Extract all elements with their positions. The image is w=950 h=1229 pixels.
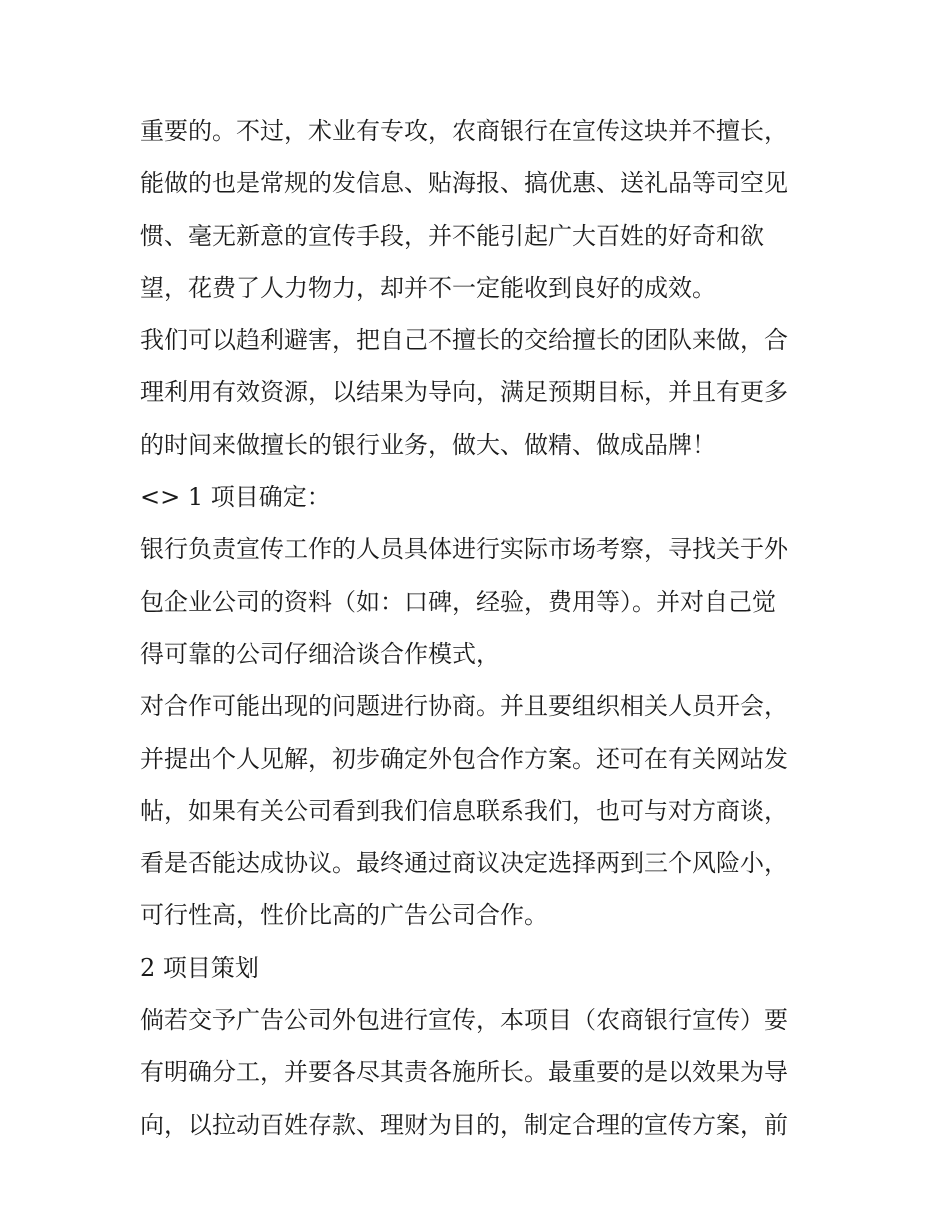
document-body — [140, 105, 820, 1151]
text-line: 得可靠的公司仔细洽谈合作模式， — [140, 639, 500, 668]
text-line: 望，花费了人力物力，却并不一定能收到良好的成效。 — [140, 273, 716, 302]
text-line: 帖，如果有关公司看到我们信息联系我们，也可与对方商谈， — [140, 796, 788, 825]
text-line: 看是否能达成协议。最终通过商议决定选择两到三个风险小， — [140, 849, 788, 878]
text-line: 能做的也是常规的发信息、贴海报、搞优惠、送礼品等司空见 — [140, 169, 788, 198]
text-line: 向，以拉动百姓存款、理财为目的，制定合理的宣传方案，前 — [140, 1110, 788, 1139]
text-line: 倘若交予广告公司外包进行宣传，本项目（农商银行宣传）要 — [140, 1006, 788, 1035]
text-line: 惯、毫无新意的宣传手段，并不能引起广大百姓的好奇和欲 — [140, 221, 764, 250]
section-heading-project-confirmation: <> 1 项目确定： — [140, 483, 331, 512]
text-line: 我们可以趋利避害，把自己不擅长的交给擅长的团队来做，合 — [140, 326, 788, 355]
text-line: 重要的。不过，术业有专攻，农商银行在宣传这块并不擅长， — [140, 117, 788, 145]
text-line: 并提出个人见解，初步确定外包合作方案。还可在有关网站发 — [140, 744, 788, 773]
text-line: 理利用有效资源，以结果为导向，满足预期目标，并且有更多 — [140, 378, 788, 407]
section-heading-project-planning: 2 项目策划 — [140, 953, 259, 982]
text-line: 对合作可能出现的问题进行协商。并且要组织相关人员开会， — [140, 692, 788, 721]
text-line: 银行负责宣传工作的人员具体进行实际市场考察，寻找关于外 — [140, 535, 788, 564]
text-line: 的时间来做擅长的银行业务，做大、做精、做成品牌！ — [140, 430, 716, 459]
text-line: 包企业公司的资料（如：口碑，经验，费用等）。并对自己觉 — [140, 587, 776, 616]
text-line: 可行性高，性价比高的广告公司合作。 — [140, 901, 548, 930]
text-line: 有明确分工，并要各尽其责各施所长。最重要的是以效果为导 — [140, 1058, 788, 1087]
